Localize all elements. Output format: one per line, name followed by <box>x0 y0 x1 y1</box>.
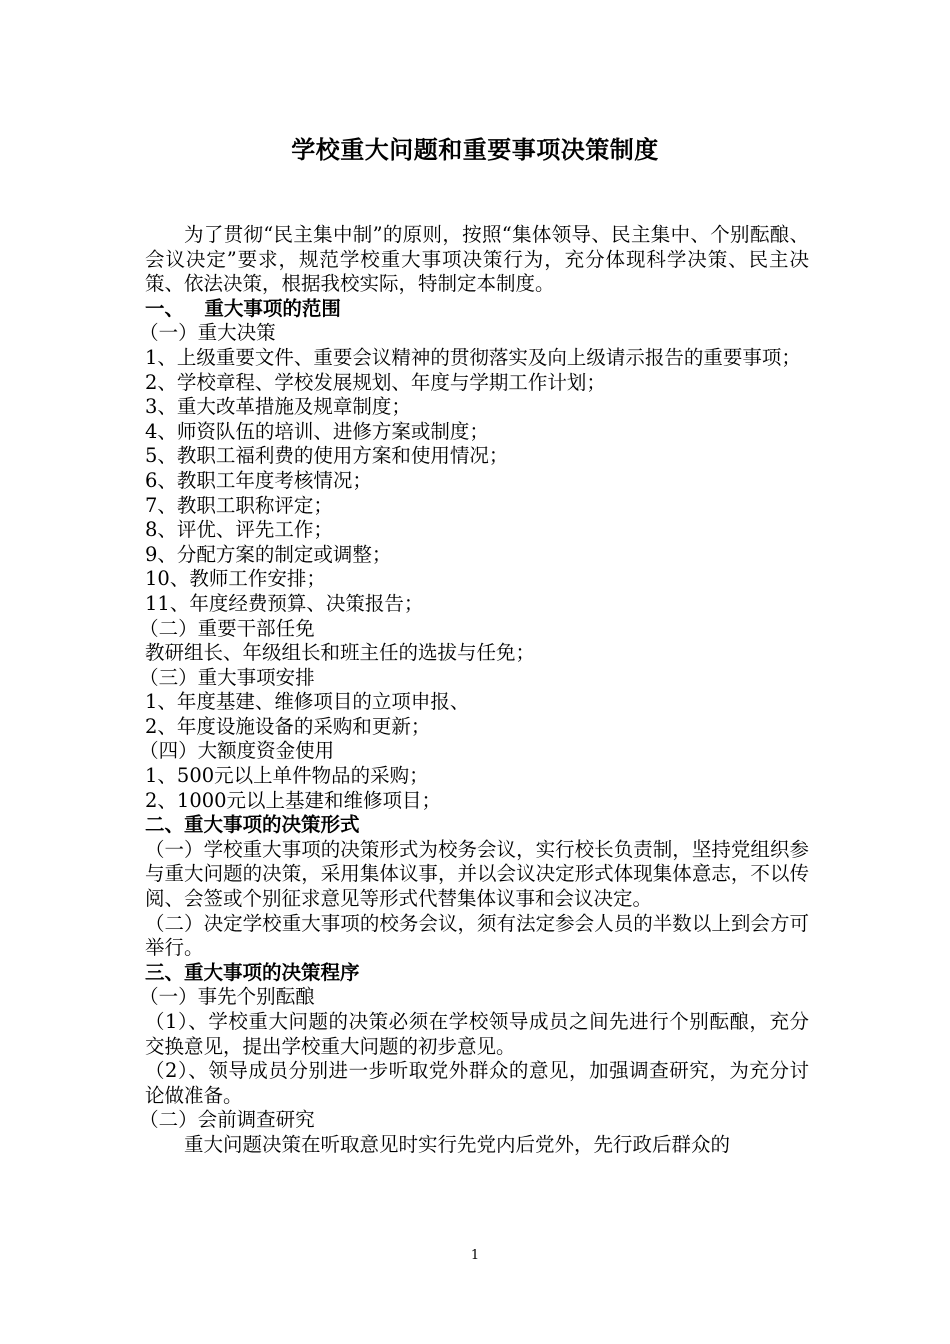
section-3-paragraph-2: （2）、领导成员分别进一步听取党外群众的意见，加强调查研究，为充分讨论做准备。 <box>145 1059 809 1107</box>
list-item: 10、教师工作安排； <box>145 567 326 591</box>
list-item: 2、学校章程、学校发展规划、年度与学期工作计划； <box>145 370 606 394</box>
list-item: 3、重大改革措施及规章制度； <box>145 395 411 419</box>
list-item: 4、师资队伍的培训、进修方案或制度； <box>145 419 489 443</box>
section-3-paragraph-3: 重大问题决策在听取意见时实行先党内后党外，先行政后群众的 <box>184 1132 731 1156</box>
list-item: 5、教职工福利费的使用方案和使用情况； <box>145 444 509 468</box>
list-item: 9、分配方案的制定或调整； <box>145 542 392 566</box>
section-3-sub-2: （二）会前调查研究 <box>139 1108 315 1132</box>
list-item: 1、年度基建、维修项目的立项申报、 <box>145 690 470 714</box>
section-3-paragraph-1: （1）、学校重大问题的决策必须在学校领导成员之间先进行个别酝酿，充分交换意见，提出学校重大问题的初步意见。 <box>145 1010 809 1058</box>
list-item: 教研组长、年级组长和班主任的选拔与任免； <box>145 641 536 665</box>
document-title: 学校重大问题和重要事项决策制度 <box>291 135 659 164</box>
list-item: 1、上级重要文件、重要会议精神的贯彻落实及向上级请示报告的重要事项； <box>145 345 801 369</box>
section-1-sub-4: （四）大额度资金使用 <box>139 739 335 763</box>
section-1-sub-3: （三）重大事项安排 <box>139 665 315 689</box>
list-item: 7、教职工职称评定； <box>145 493 333 517</box>
list-item: 11、年度经费预算、决策报告； <box>145 591 424 615</box>
list-item: 2、1000元以上基建和维修项目； <box>145 788 442 812</box>
section-2-paragraph-2: （二）决定学校重大事项的校务会议，须有法定参会人员的半数以上到会方可举行。 <box>145 911 809 960</box>
section-1-sub-2: （二）重要干部任免 <box>139 616 315 640</box>
section-1-sub-1: （一）重大决策 <box>139 321 276 345</box>
section-2-paragraph-1: （一）学校重大事项的决策形式为校务会议，实行校长负责制，坚持党组织参与重大问题的决策，采用集体议事，并以会议决定形式体现集体意志，不以传阅、会签或个别征求意见等形式代替集体议事和会议决定。 <box>145 837 809 911</box>
section-1-heading: 一、 重大事项的范围 <box>145 296 341 320</box>
list-item: 6、教职工年度考核情况； <box>145 468 372 492</box>
section-2-heading: 二、重大事项的决策形式 <box>145 813 360 837</box>
section-3-sub-1: （一）事先个别酝酿 <box>139 985 315 1009</box>
document-body <box>139 223 809 1158</box>
list-item: 8、评优、评先工作； <box>145 518 333 542</box>
intro-paragraph: 为了贯彻“民主集中制”的原则，按照“集体领导、民主集中、个别酝酿、会议决定”要求，规范学校重大事项决策行为，充分体现科学决策、民主决策、依法决策，根据我校实际，特制定本制度。 <box>145 223 809 296</box>
list-item: 2、年度设施设备的采购和更新； <box>145 714 431 738</box>
page-number: 1 <box>470 1248 480 1263</box>
list-item: 1、500元以上单件物品的采购； <box>145 764 429 788</box>
section-3-heading: 三、重大事项的决策程序 <box>145 960 360 984</box>
